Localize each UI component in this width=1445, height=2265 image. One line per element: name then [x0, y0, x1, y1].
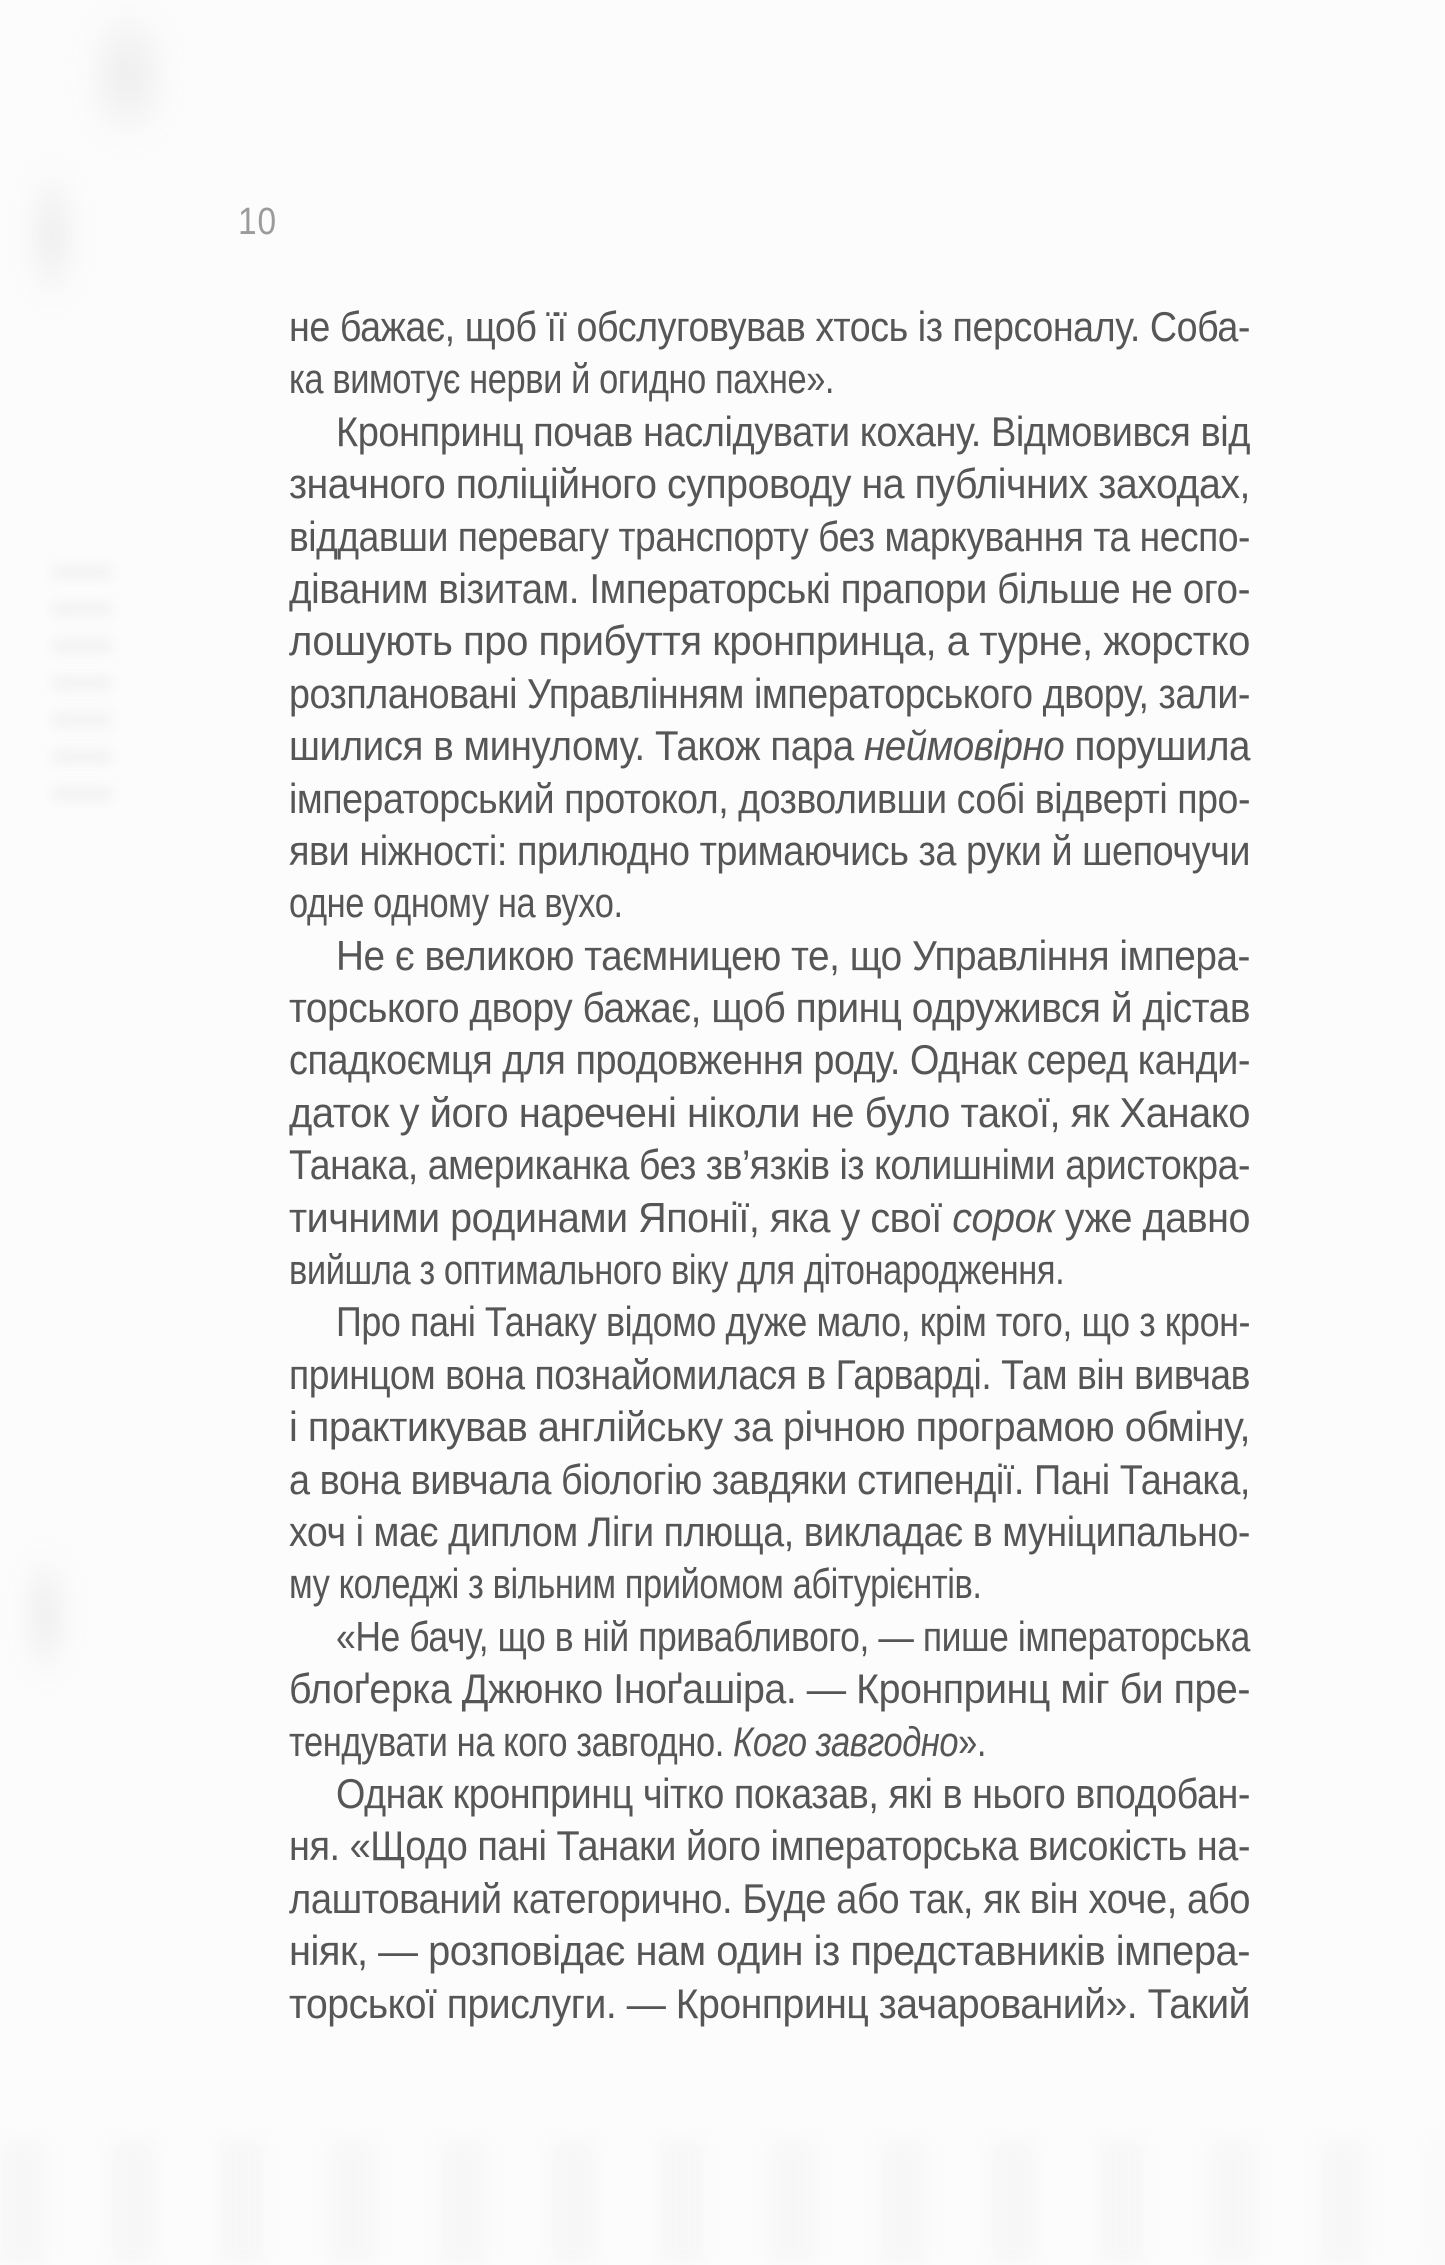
text-segment: розплановані Управлінням імператорського двору, зали-: [289, 669, 1250, 717]
text-segment: принцом вона познайомилася в Гарварді. Там він вивчав: [289, 1350, 1250, 1398]
text-line: [289, 1192, 1250, 1244]
text-segment: не бажає, щоб її обслуговував хтось із персоналу. Соба-: [289, 303, 1250, 350]
text-line: [289, 1925, 1250, 1977]
text-segment: Про пані Танаку відомо дуже мало, крім того, що з крон-: [336, 1298, 1250, 1346]
text-segment: блоґерка Джюнко Іноґашіра. — Кронпринц міг би пре-: [289, 1665, 1250, 1713]
italic-text-segment: сорок: [952, 1193, 1055, 1241]
italic-text-segment: неймовірно: [864, 722, 1065, 770]
text-line: [289, 1349, 1250, 1401]
text-line: [289, 1663, 1250, 1715]
text-line: [289, 1296, 1250, 1348]
text-line: [289, 353, 1250, 405]
text-line: [289, 511, 1250, 563]
text-line: [289, 1820, 1250, 1872]
text-line: [289, 1139, 1250, 1191]
text-line: [289, 773, 1250, 825]
text-segment: і практикував англійську за річною програмою обміну,: [289, 1403, 1250, 1451]
text-segment: торської прислуги. — Кронпринц зачарований». Такий: [289, 1979, 1250, 2027]
text-segment: Кронпринц почав наслідувати кохану. Відмовився від: [336, 407, 1250, 455]
text-line: [289, 1244, 1250, 1296]
text-segment: Танака, американка без зв’язків із колишніми аристокра-: [289, 1141, 1250, 1189]
text-segment: ня. «Щодо пані Танаки його імператорська високість на-: [289, 1822, 1250, 1870]
text-segment: одне одному на вухо.: [289, 879, 623, 927]
text-segment: тичними родинами Японії, яка у свої: [289, 1193, 953, 1241]
text-line: [289, 1087, 1250, 1139]
text-line: [289, 930, 1250, 982]
text-segment: а вона вивчала біологію завдяки стипендії. Пані Танака,: [289, 1455, 1250, 1503]
text-segment: «Не бачу, що в ній привабливого, — пише імператорська: [336, 1612, 1250, 1660]
text-segment: лошують про прибуття кронпринца, а турне, жорстко: [289, 617, 1250, 665]
text-segment: спадкоємця для продовження роду. Однак серед канди-: [289, 1036, 1250, 1084]
text-line: [289, 825, 1250, 877]
text-segment: значного поліційного супроводу на публічних заходах,: [289, 460, 1250, 508]
text-segment: вийшла з оптимального віку для дітонародження.: [289, 1246, 1065, 1294]
text-line: [289, 668, 1250, 720]
page-number: 10: [238, 201, 277, 243]
text-line: [289, 458, 1250, 510]
text-segment: торського двору бажає, щоб принц одружився й дістав: [289, 984, 1250, 1032]
italic-text-segment: Кого завгодно: [733, 1717, 959, 1765]
text-segment: ».: [958, 1717, 987, 1765]
text-line: [289, 1558, 1250, 1610]
text-block: [289, 301, 1250, 2030]
text-segment: порушила: [1064, 722, 1250, 770]
text-segment: даток у його наречені ніколи не було такої, як Ханако: [289, 1088, 1250, 1136]
text-line: [289, 982, 1250, 1034]
text-line: [289, 877, 1250, 929]
text-segment: Не є великою таємницею те, що Управління імпера-: [336, 931, 1250, 979]
text-line: [289, 1873, 1250, 1925]
text-segment: му коледжі з вільним прийомом абітурієнтів.: [289, 1560, 982, 1608]
scan-artifact: [80, 0, 175, 150]
text-segment: хоч і має диплом Ліги плюща, викладає в муніципально-: [289, 1507, 1250, 1555]
text-segment: уже давно: [1054, 1193, 1250, 1241]
text-line: [289, 1454, 1250, 1506]
text-segment: діваним візитам. Імператорські прапори більше не ого-: [289, 564, 1250, 612]
scan-artifact: [0, 2140, 1445, 2265]
text-line: [289, 301, 1250, 353]
scan-artifact: [52, 565, 112, 815]
text-segment: Однак кронпринц чітко показав, які в нього вподобан-: [336, 1769, 1250, 1817]
text-segment: яви ніжності: прилюдно тримаючись за руки й шепочучи: [289, 826, 1250, 874]
text-line: [289, 1978, 1250, 2030]
text-segment: ка вимотує нерви й огидно пахне».: [289, 355, 835, 403]
text-line: [289, 615, 1250, 667]
text-segment: шилися в минулому. Також пара: [289, 722, 865, 770]
text-line: [289, 406, 1250, 458]
text-line: [289, 1768, 1250, 1820]
text-segment: ніяк, — розповідає нам один із представників імпера-: [289, 1927, 1250, 1975]
text-segment: лаштований категорично. Буде або так, як він хоче, або: [289, 1874, 1250, 1922]
text-line: [289, 1034, 1250, 1086]
text-segment: віддавши перевагу транспорту без маркування та неспо-: [289, 512, 1250, 560]
text-line: [289, 1716, 1250, 1768]
text-line: [289, 1611, 1250, 1663]
text-line: [289, 720, 1250, 772]
text-segment: імператорський протокол, дозволивши собі відверті про-: [289, 774, 1250, 822]
scan-artifact: [18, 1545, 73, 1685]
scan-artifact: [22, 160, 82, 310]
text-line: [289, 1401, 1250, 1453]
text-segment: тендувати на кого завгодно.: [289, 1717, 734, 1765]
text-line: [289, 563, 1250, 615]
text-line: [289, 1506, 1250, 1558]
